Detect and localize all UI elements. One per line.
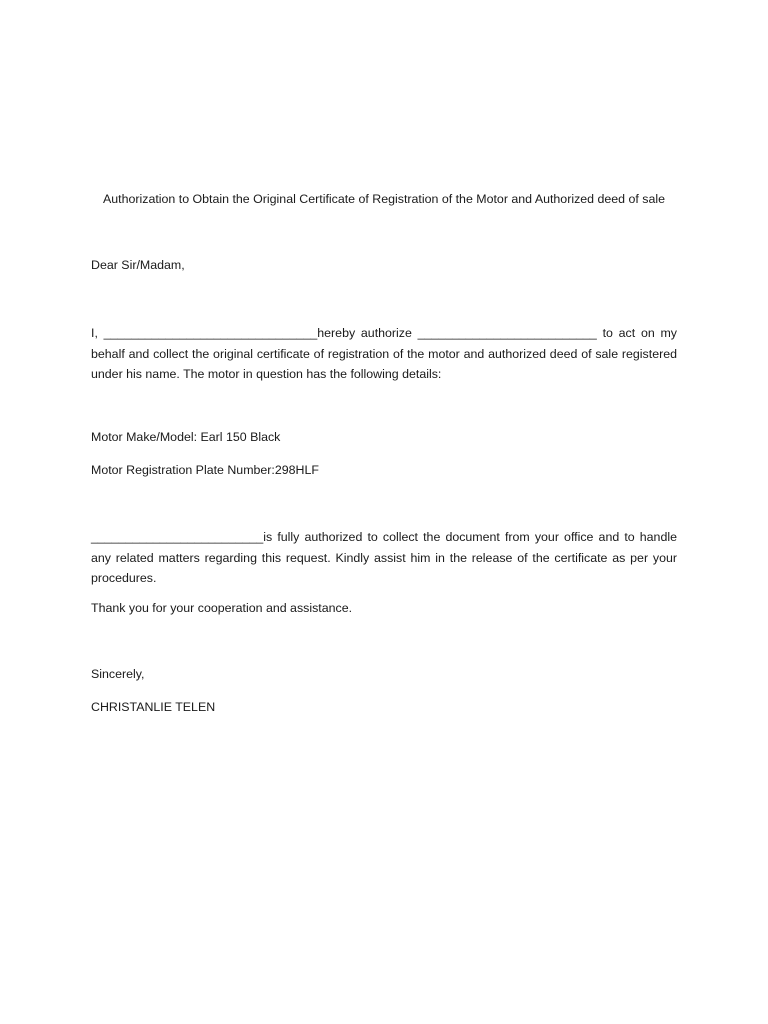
delegate-paragraph: _________________________is fully authorized to collect the document from your office and to handle any related matters regarding this request. Kindly assist him in the release of the certificate as per your procedures. <box>91 530 677 585</box>
document-title: Authorization to Obtain the Original Certificate of Registration of the Motor and Authorized deed of sale <box>102 192 666 206</box>
signer-name: CHRISTANLIE TELEN <box>91 700 216 714</box>
salutation: Dear Sir/Madam, <box>91 258 185 272</box>
motor-make-model: Motor Make/Model: Earl 150 Black <box>91 430 281 444</box>
closing-line: Sincerely, <box>91 667 145 681</box>
motor-plate-number: Motor Registration Plate Number:298HLF <box>91 463 319 477</box>
authorization-paragraph: I, _______________________________hereby authorize __________________________ to act on my behalf and collect the original certificate of registration of the motor and authorized deed of sale registered under his name. The motor in question has the following details: <box>91 326 677 381</box>
thanks-line: Thank you for your cooperation and assistance. <box>91 601 353 615</box>
